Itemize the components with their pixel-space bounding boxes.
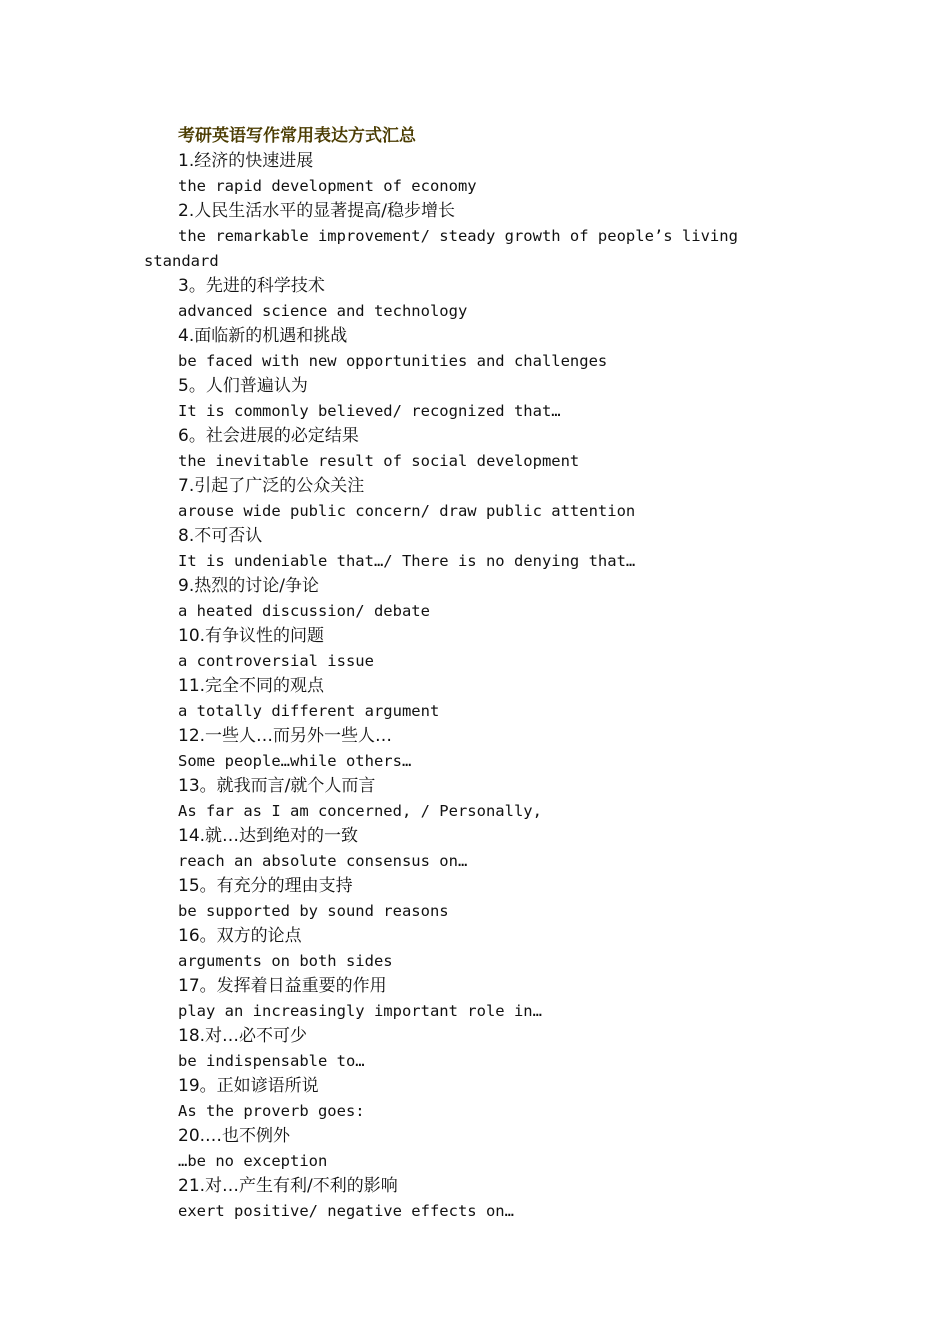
phrase-chinese: 12.一些人…而另外一些人… (178, 726, 393, 746)
phrase-english: Some people…while others… (178, 752, 412, 770)
list-item (144, 324, 784, 374)
list-item (144, 524, 784, 574)
phrase-english: arguments on both sides (178, 952, 393, 970)
phrase-english: a totally different argument (178, 702, 440, 720)
list-item (144, 274, 784, 324)
phrase-chinese: 21.对…产生有利/不利的影响 (178, 1176, 398, 1196)
phrase-chinese: 9.热烈的讨论/争论 (178, 576, 319, 596)
phrase-chinese: 5。人们普遍认为 (178, 376, 308, 396)
list-item (144, 1074, 784, 1124)
phrase-chinese: 16。双方的论点 (178, 926, 302, 946)
phrase-chinese: 19。正如谚语所说 (178, 1076, 319, 1096)
list-item (144, 424, 784, 474)
phrase-english: It is commonly believed/ recognized that… (178, 402, 561, 420)
phrase-english: exert positive/ negative effects on… (178, 1202, 514, 1220)
phrase-chinese: 8.不可否认 (178, 526, 263, 546)
list-item (144, 974, 784, 1024)
phrase-english: the inevitable result of social development (178, 452, 580, 470)
phrase-english: As far as I am concerned, / Personally, (178, 802, 542, 820)
phrase-english: advanced science and technology (178, 302, 468, 320)
document-body (144, 124, 784, 1224)
phrase-chinese: 2.人民生活水平的显著提高/稳步增长 (178, 201, 455, 221)
phrase-english: be supported by sound reasons (178, 902, 449, 920)
phrase-chinese: 20.…也不例外 (178, 1126, 291, 1146)
phrase-chinese: 7.引起了广泛的公众关注 (178, 476, 365, 496)
phrase-english: a controversial issue (178, 652, 374, 670)
phrase-chinese: 6。社会进展的必定结果 (178, 426, 359, 446)
phrase-chinese: 14.就…达到绝对的一致 (178, 826, 359, 846)
phrase-chinese: 3。先进的科学技术 (178, 276, 325, 296)
list-item (144, 374, 784, 424)
phrase-english: reach an absolute consensus on… (178, 852, 468, 870)
phrase-english: be faced with new opportunities and challenges (178, 352, 608, 370)
list-item (144, 774, 784, 824)
phrase-english: It is undeniable that…/ There is no denying that… (178, 552, 636, 570)
list-item (144, 674, 784, 724)
list-item (144, 724, 784, 774)
phrase-chinese: 18.对…必不可少 (178, 1026, 308, 1046)
phrase-chinese: 1.经济的快速进展 (178, 151, 314, 171)
phrase-chinese: 4.面临新的机遇和挑战 (178, 326, 348, 346)
list-item (144, 874, 784, 924)
list-item (144, 474, 784, 524)
phrase-chinese: 17。发挥着日益重要的作用 (178, 976, 387, 996)
document-title: 考研英语写作常用表达方式汇总 (178, 126, 416, 146)
phrase-chinese: 10.有争议性的问题 (178, 626, 325, 646)
list-item (144, 199, 784, 274)
phrase-chinese: 13。就我而言/就个人而言 (178, 776, 376, 796)
phrase-english: As the proverb goes: (178, 1102, 365, 1120)
list-item (144, 824, 784, 874)
list-item (144, 624, 784, 674)
list-item (144, 1174, 784, 1224)
list-item (144, 1024, 784, 1074)
list-item (144, 574, 784, 624)
phrase-chinese: 11.完全不同的观点 (178, 676, 325, 696)
phrase-chinese: 15。有充分的理由支持 (178, 876, 353, 896)
phrase-english: a heated discussion/ debate (178, 602, 430, 620)
phrase-english: the remarkable improvement/ steady growth of people’s living standard (144, 227, 738, 270)
list-item (144, 924, 784, 974)
list-item (144, 149, 784, 199)
phrase-english: arouse wide public concern/ draw public attention (178, 502, 636, 520)
list-item (144, 1124, 784, 1174)
phrase-english: play an increasingly important role in… (178, 1002, 542, 1020)
phrase-english: the rapid development of economy (178, 177, 477, 195)
phrase-english: …be no exception (178, 1152, 328, 1170)
phrase-english: be indispensable to… (178, 1052, 365, 1070)
